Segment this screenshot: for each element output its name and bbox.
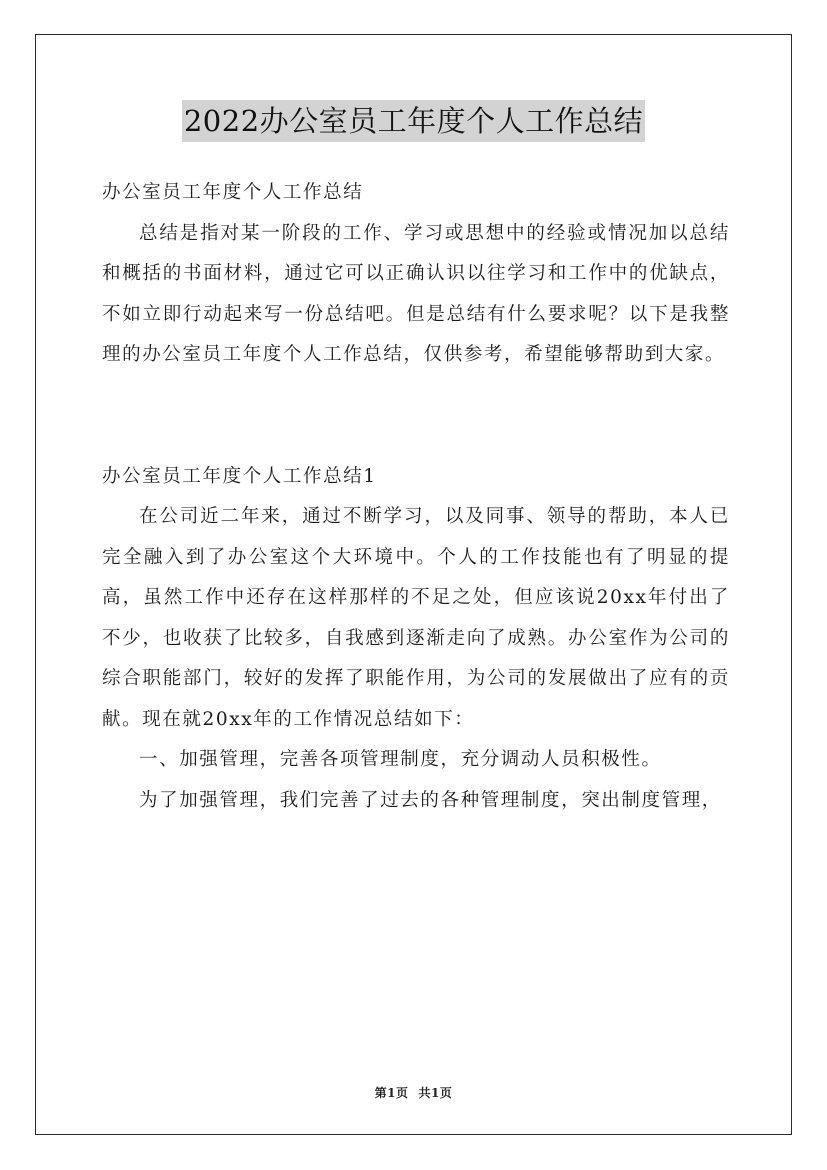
document-body — [102, 173, 730, 821]
title-container — [0, 100, 827, 142]
document-title: 2022办公室员工年度个人工作总结 — [182, 100, 645, 142]
intro-paragraph: 总结是指对某一阶段的工作、学习或思想中的经验或情况加以总结和概括的书面材料，通过它可以正确认识以往学习和工作中的优缺点，不如立即行动起来写一份总结吧。但是总结有什么要求呢？以下是我整理的办公室员工年度个人工作总结，仅供参考，希望能够帮助到大家。 — [102, 222, 730, 365]
subsection-heading: 办公室员工年度个人工作总结1 — [102, 465, 377, 487]
body-paragraph-1: 在公司近二年来，通过不断学习，以及同事、领导的帮助，本人已完全融入到了办公室这个大环境中。个人的工作技能也有了明显的提高，虽然工作中还存在这样那样的不足之处，但应该说20xx年付出了不少，也收获了比较多，自我感到逐渐走向了成熟。办公室作为公司的综合职能部门，较好的发挥了职能作用，为公司的发展做出了应有的贡献。现在就20xx年的工作情况总结如下： — [102, 506, 730, 730]
blank-space — [102, 376, 730, 457]
point-heading-1: 一、加强管理，完善各项管理制度，充分调动人员积极性。 — [139, 749, 662, 770]
section-heading: 办公室员工年度个人工作总结 — [102, 182, 364, 203]
page-footer — [0, 1084, 827, 1101]
body-paragraph-2: 为了加强管理，我们完善了过去的各种管理制度，突出制度管理， — [139, 789, 722, 811]
page-number: 第1页 — [374, 1086, 409, 1100]
page-total: 共1页 — [418, 1086, 453, 1100]
